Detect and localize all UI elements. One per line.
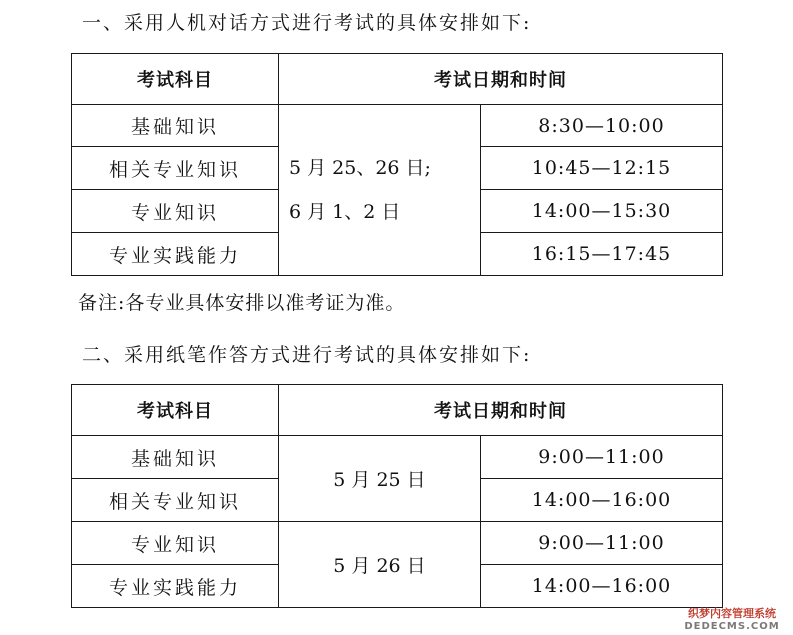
subject-cell: 基础知识 — [72, 105, 279, 147]
table-row — [72, 105, 723, 147]
subject-cell: 相关专业知识 — [72, 147, 279, 190]
time-cell: 9:00—11:00 — [481, 436, 723, 479]
watermark-line1: 织梦内容管理系统 — [688, 607, 776, 620]
header-subject: 考试科目 — [72, 54, 279, 105]
table-header-row — [72, 54, 723, 105]
header-datetime: 考试日期和时间 — [279, 385, 723, 436]
subject-cell: 专业知识 — [72, 522, 279, 565]
section1-heading: 一、采用人机对话方式进行考试的具体安排如下: — [82, 12, 532, 34]
watermark-line2: DEDECMS.COM — [684, 621, 780, 632]
time-cell: 10:45—12:15 — [481, 147, 723, 190]
subject-cell: 相关专业知识 — [72, 479, 279, 522]
table-row — [72, 436, 723, 479]
section2-schedule-table — [71, 384, 723, 608]
date-line: 5 月 25、26 日; — [289, 157, 431, 179]
time-cell: 14:00—16:00 — [481, 479, 723, 522]
subject-cell: 专业知识 — [72, 190, 279, 233]
subject-cell: 专业实践能力 — [72, 233, 279, 276]
table-row — [72, 522, 723, 565]
date-cell — [279, 105, 481, 276]
time-cell: 9:00—11:00 — [481, 522, 723, 565]
time-cell: 8:30—10:00 — [481, 105, 723, 147]
date-cell: 5 月 26 日 — [279, 522, 481, 608]
watermark-logo — [673, 607, 791, 633]
section2-heading: 二、采用纸笔作答方式进行考试的具体安排如下: — [82, 344, 532, 366]
header-datetime: 考试日期和时间 — [279, 54, 723, 105]
section1-note: 备注:各专业具体安排以准考证为准。 — [78, 292, 406, 314]
time-cell: 14:00—15:30 — [481, 190, 723, 233]
date-line: 6 月 1、2 日 — [289, 201, 401, 223]
section1-schedule-table — [71, 53, 723, 276]
date-cell: 5 月 25 日 — [279, 436, 481, 522]
header-subject: 考试科目 — [72, 385, 279, 436]
subject-cell: 专业实践能力 — [72, 565, 279, 608]
subject-cell: 基础知识 — [72, 436, 279, 479]
time-cell: 14:00—16:00 — [481, 565, 723, 608]
table-header-row — [72, 385, 723, 436]
time-cell: 16:15—17:45 — [481, 233, 723, 276]
